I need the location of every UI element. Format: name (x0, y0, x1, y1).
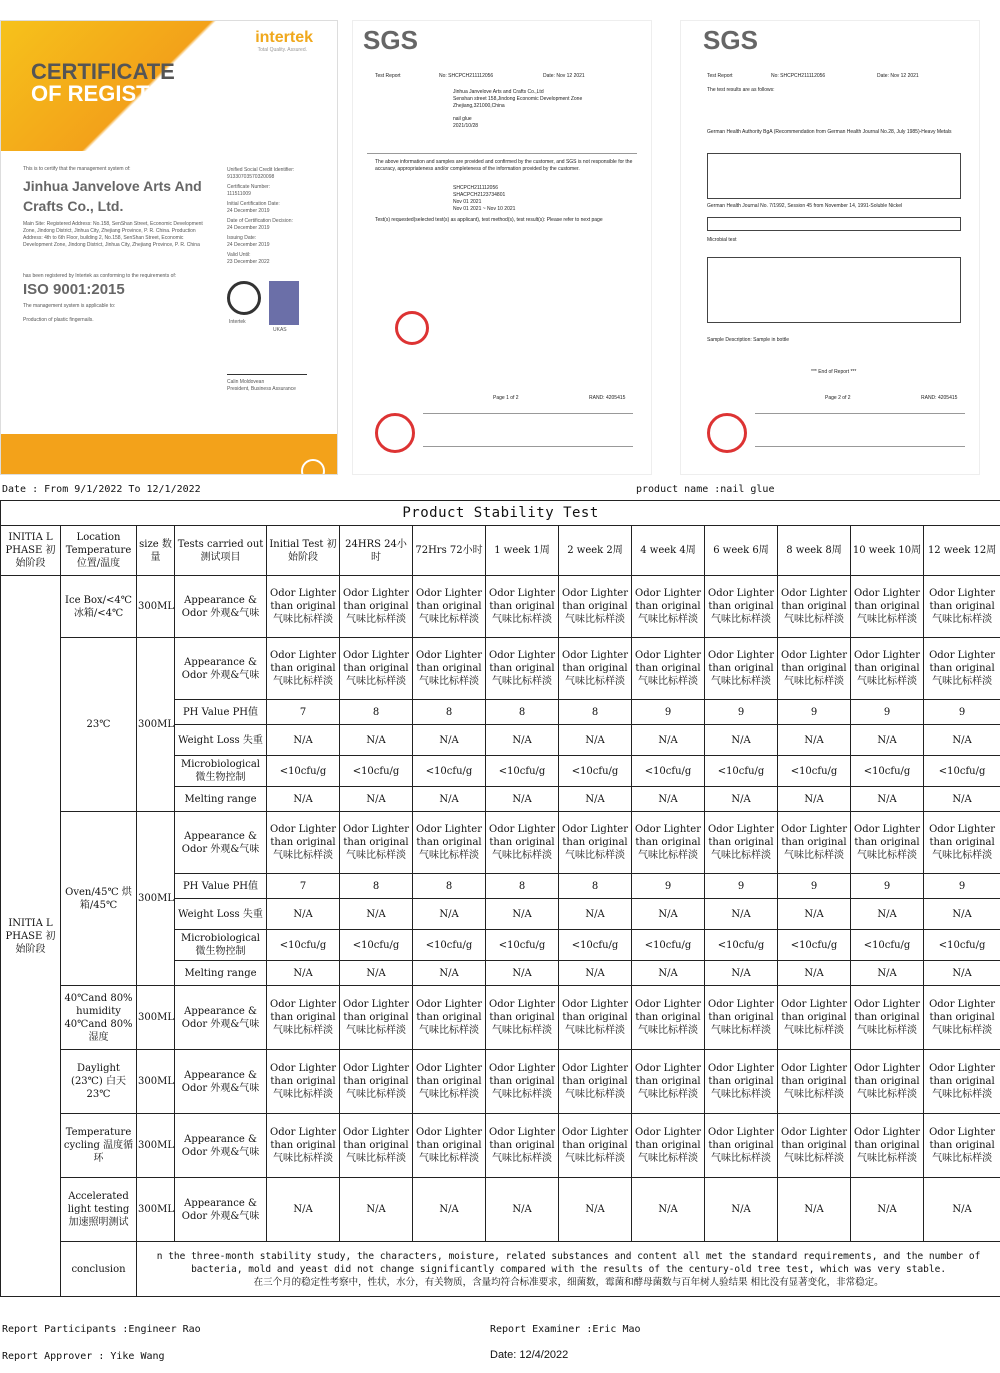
sgs2-end: *** End of Report *** (811, 369, 857, 375)
na-cell: N/A (632, 899, 705, 930)
sgs2-results-intro: The test results are as follows: (707, 87, 775, 93)
na-cell: N/A (778, 899, 851, 930)
certificate-company: Jinhua Janvelove Arts And Crafts Co., Ltd. (23, 178, 202, 214)
na-cell: N/A (851, 1178, 924, 1242)
location-label: 23℃ (61, 638, 137, 812)
result-cell: Odor Lighter than original 气味比标样淡 (924, 1050, 1000, 1114)
na-cell: N/A (924, 961, 1000, 986)
sgs1-receipt-date: Nov 01 2021 (453, 199, 482, 205)
certificate-footer-band (1, 434, 338, 474)
result-cell: Odor Lighter than original 气味比标样淡 (340, 576, 413, 638)
na-cell: N/A (778, 961, 851, 986)
na-cell: N/A (413, 899, 486, 930)
certificate-standard: ISO 9001:2015 (23, 281, 125, 298)
result-cell: Odor Lighter than original 气味比标样淡 (267, 986, 340, 1050)
result-cell: Odor Lighter than original 气味比标样淡 (340, 986, 413, 1050)
na-cell: N/A (778, 1178, 851, 1242)
intertek-tagline: Total Quality. Assured. (257, 47, 307, 53)
ph-value-cell: 8 (486, 874, 559, 899)
sgs2-micro-table (707, 257, 961, 323)
micro-result-cell: <10cfu/g (632, 930, 705, 961)
result-cell: Odor Lighter than original 气味比标样淡 (705, 576, 778, 638)
sgs2-sample-description: Sample Description: Sample in bottle (707, 337, 789, 343)
na-cell: N/A (413, 787, 486, 812)
location-label: Ice Box/<4℃ 冰箱/<4℃ (61, 576, 137, 638)
na-cell: N/A (851, 961, 924, 986)
micro-result-cell: <10cfu/g (413, 756, 486, 787)
test-name: Melting range (175, 787, 267, 812)
ukas-mark-label: UKAS (273, 327, 287, 333)
micro-result-cell: <10cfu/g (705, 756, 778, 787)
certificate-of-registration (0, 20, 338, 475)
sgs1-job-no: SHCPCH211112056 (453, 185, 499, 191)
initial-date: 24 December 2019 (227, 208, 270, 214)
cert-number: 111511009 (227, 191, 251, 197)
date-range: Date : From 9/1/2022 To 12/1/2022 (2, 484, 201, 495)
na-cell: N/A (851, 899, 924, 930)
test-name: Appearance & Odor 外观&气味 (175, 812, 267, 874)
na-cell: N/A (267, 961, 340, 986)
result-cell: Odor Lighter than original 气味比标样淡 (267, 638, 340, 700)
sgs2-nickel-title: German Health Journal No. 7/1992, Session 45 from November 14, 1991-Soluble Nickel (707, 203, 903, 209)
na-cell: N/A (632, 787, 705, 812)
result-cell: Odor Lighter than original 气味比标样淡 (851, 812, 924, 874)
na-cell: N/A (340, 899, 413, 930)
result-cell: Odor Lighter than original 气味比标样淡 (559, 576, 632, 638)
ph-value-cell: 8 (559, 700, 632, 725)
header-period: 12 week 12周 (924, 526, 1000, 576)
sgs-report-page-2 (680, 20, 980, 475)
decision-date: 24 December 2019 (227, 225, 270, 231)
na-cell: N/A (413, 725, 486, 756)
sgs2-rand: RAND: 4205415 (921, 395, 958, 401)
na-cell: N/A (486, 899, 559, 930)
test-name: Appearance & Odor 外观&气味 (175, 638, 267, 700)
result-cell: Odor Lighter than original 气味比标样淡 (559, 638, 632, 700)
valid-date: 23 December 2022 (227, 259, 270, 265)
na-cell: N/A (924, 899, 1000, 930)
na-cell: N/A (413, 961, 486, 986)
na-cell: N/A (267, 725, 340, 756)
na-cell: N/A (851, 725, 924, 756)
result-cell: Odor Lighter than original 气味比标样淡 (486, 812, 559, 874)
location-label: Daylight (23℃) 白天23℃ (61, 1050, 137, 1114)
micro-result-cell: <10cfu/g (486, 930, 559, 961)
micro-result-cell: <10cfu/g (924, 756, 1000, 787)
test-name: Appearance & Odor 外观&气味 (175, 576, 267, 638)
sgs2-footer-seal-icon (707, 413, 747, 453)
size-value: 300ML (137, 812, 175, 986)
result-cell: Odor Lighter than original 气味比标样淡 (413, 986, 486, 1050)
result-cell: Odor Lighter than original 气味比标样淡 (413, 1114, 486, 1178)
test-name: Weight Loss 失重 (175, 899, 267, 930)
na-cell: N/A (705, 961, 778, 986)
ph-value-cell: 9 (705, 700, 778, 725)
na-cell: N/A (413, 1178, 486, 1242)
test-name: Appearance & Odor 外观&气味 (175, 1050, 267, 1114)
sgs1-client-address: Senshan street 158,Jindong Economic Development Zone Zhejiang,321000,China (453, 96, 583, 109)
size-value: 300ML (137, 1178, 175, 1242)
sgs2-report-no: No: SHCPCH211112056 (771, 73, 826, 79)
result-cell: Odor Lighter than original 气味比标样淡 (705, 1050, 778, 1114)
result-cell: Odor Lighter than original 气味比标样淡 (267, 576, 340, 638)
result-cell: Odor Lighter than original 气味比标样淡 (413, 812, 486, 874)
sgs-red-seal-icon (395, 311, 429, 345)
result-cell: Odor Lighter than original 气味比标样淡 (340, 1050, 413, 1114)
sgs2-date: Date: Nov 12 2021 (877, 73, 919, 79)
signer-title: President, Business Assurance (227, 386, 296, 392)
micro-result-cell: <10cfu/g (559, 930, 632, 961)
header-phase: INITIA L PHASE 初始阶段 (1, 526, 61, 576)
na-cell: N/A (340, 787, 413, 812)
na-cell: N/A (486, 787, 559, 812)
header-period: 8 week 8周 (778, 526, 851, 576)
sgs1-date: Date: Nov 12 2021 (543, 73, 585, 79)
ph-value-cell: 9 (924, 874, 1000, 899)
sgs-logo: SGS (363, 25, 418, 55)
size-value: 300ML (137, 1114, 175, 1178)
sgs2-heavy-metals-title: German Health Authority BgA (Recommendation from German Health Journal No.28, July 1985)-Heavy Metals (707, 129, 952, 135)
sgs1-tests-requested: Test(s) requested(selected test(s) as applicant), test method(s), test result(s): Please refer to next page (375, 217, 603, 223)
header-location: Location Temperature 位置/温度 (61, 526, 137, 576)
sgs-footer-seal-icon (375, 413, 415, 453)
ph-value-cell: 9 (851, 700, 924, 725)
signature (227, 355, 307, 375)
na-cell: N/A (559, 725, 632, 756)
na-cell: N/A (340, 1178, 413, 1242)
test-name: Microbiological 微生物控制 (175, 930, 267, 961)
location-label: 40℃and 80% humidity 40℃and 80% 湿度 (61, 986, 137, 1050)
sgs2-test-report-label: Test Report (707, 73, 733, 79)
certificate-scope-label: The management system is applicable to: (23, 303, 116, 309)
na-cell: N/A (705, 899, 778, 930)
na-cell: N/A (632, 1178, 705, 1242)
sgs1-testing-period: Nov 01 2021 ~ Nov 10 2021 (453, 206, 516, 212)
na-cell: N/A (559, 1178, 632, 1242)
size-value: 300ML (137, 638, 175, 812)
na-cell: N/A (267, 787, 340, 812)
ph-value-cell: 9 (705, 874, 778, 899)
report-approver: Report Approver : Yike Wang (2, 1351, 165, 1362)
test-name: PH Value PH值 (175, 700, 267, 725)
result-cell: Odor Lighter than original 气味比标样淡 (851, 576, 924, 638)
header-period: 6 week 6周 (705, 526, 778, 576)
result-cell: Odor Lighter than original 气味比标样淡 (486, 1050, 559, 1114)
conclusion-text (137, 1242, 1000, 1297)
na-cell: N/A (632, 961, 705, 986)
result-cell: Odor Lighter than original 气味比标样淡 (267, 1050, 340, 1114)
result-cell: Odor Lighter than original 气味比标样淡 (559, 1050, 632, 1114)
na-cell: N/A (486, 1178, 559, 1242)
result-cell: Odor Lighter than original 气味比标样淡 (778, 1114, 851, 1178)
result-cell: Odor Lighter than original 气味比标样淡 (559, 986, 632, 1050)
header-period: 10 week 10周 (851, 526, 924, 576)
micro-result-cell: <10cfu/g (486, 756, 559, 787)
report-participants: Report Participants :Engineer Rao (2, 1324, 201, 1335)
micro-result-cell: <10cfu/g (705, 930, 778, 961)
na-cell: N/A (924, 787, 1000, 812)
test-name: Appearance & Odor 外观&气味 (175, 986, 267, 1050)
na-cell: N/A (778, 725, 851, 756)
conclusion-english: n the three-month stability study, the characters, moisture, related substances and content all met the standard requirements, and the number of bacteria, mold and yeast did not change significantly compared with the results of the century-old tree test, which was very stable. (156, 1250, 981, 1275)
result-cell: Odor Lighter than original 气味比标样淡 (705, 986, 778, 1050)
table-title: Product Stability Test (1, 501, 1000, 526)
report-date: Date: 12/4/2022 (490, 1349, 569, 1361)
document-images (0, 0, 1000, 478)
na-cell: N/A (267, 1178, 340, 1242)
result-cell: Odor Lighter than original 气味比标样淡 (413, 1050, 486, 1114)
result-cell: Odor Lighter than original 气味比标样淡 (340, 812, 413, 874)
result-cell: Odor Lighter than original 气味比标样淡 (413, 576, 486, 638)
result-cell: Odor Lighter than original 气味比标样淡 (924, 576, 1000, 638)
result-cell: Odor Lighter than original 气味比标样淡 (486, 1114, 559, 1178)
sgs2-nickel-table (707, 217, 961, 231)
na-cell: N/A (924, 725, 1000, 756)
micro-result-cell: <10cfu/g (340, 930, 413, 961)
micro-result-cell: <10cfu/g (778, 756, 851, 787)
result-cell: Odor Lighter than original 气味比标样淡 (924, 1114, 1000, 1178)
result-cell: Odor Lighter than original 气味比标样淡 (340, 1114, 413, 1178)
header-tests: Tests carried out 测试项目 (175, 526, 267, 576)
result-cell: Odor Lighter than original 气味比标样淡 (559, 812, 632, 874)
micro-result-cell: <10cfu/g (267, 756, 340, 787)
header-period: 4 week 4周 (632, 526, 705, 576)
na-cell: N/A (851, 787, 924, 812)
certificate-address: Main Site: Registered Address: No.158, SenShan Street, Economic Development Zone, Jindong District, Jinhua City, Zhejiang Province, P. R. China. Production Address: 4th to 6th Floor, building 2, No.158, SenShan Street, Economic Development Zone, Jindong District, Jinhua City, Zhejiang Province, P. R. China (23, 221, 203, 248)
ph-value-cell: 9 (632, 700, 705, 725)
header-period: 2 week 2周 (559, 526, 632, 576)
result-cell: Odor Lighter than original 气味比标样淡 (705, 638, 778, 700)
na-cell: N/A (559, 899, 632, 930)
test-name: Microbiological 微生物控制 (175, 756, 267, 787)
phase-label: INITIA L PHASE 初始阶段 (1, 576, 61, 1297)
sgs1-test-report-label: Test Report (375, 73, 401, 79)
result-cell: Odor Lighter than original 气味比标样淡 (851, 1114, 924, 1178)
result-cell: Odor Lighter than original 气味比标样淡 (851, 638, 924, 700)
na-cell: N/A (632, 725, 705, 756)
na-cell: N/A (924, 1178, 1000, 1242)
na-cell: N/A (486, 725, 559, 756)
micro-result-cell: <10cfu/g (778, 930, 851, 961)
report-examiner: Report Examiner :Eric Mao (490, 1324, 641, 1335)
na-cell: N/A (559, 961, 632, 986)
result-cell: Odor Lighter than original 气味比标样淡 (632, 1114, 705, 1178)
sgs-report-page-1 (352, 20, 652, 475)
result-cell: Odor Lighter than original 气味比标样淡 (778, 638, 851, 700)
na-cell: N/A (705, 725, 778, 756)
ph-value-cell: 9 (778, 874, 851, 899)
size-value: 300ML (137, 986, 175, 1050)
sgs1-disclaimer: The above information and samples are provided and confirmed by the customer, and SGS is not responsible for the accuracy, appropriateness and/or completeness of the information provided by the customer. (375, 159, 633, 172)
ph-value-cell: 8 (340, 874, 413, 899)
result-cell: Odor Lighter than original 气味比标样淡 (778, 576, 851, 638)
ph-value-cell: 8 (340, 700, 413, 725)
result-cell: Odor Lighter than original 气味比标样淡 (924, 812, 1000, 874)
result-cell: Odor Lighter than original 气味比标样淡 (632, 812, 705, 874)
header-period: 72Hrs 72小时 (413, 526, 486, 576)
header-period: 24HRS 24小时 (340, 526, 413, 576)
initial-date-label: Initial Certification Date: (227, 201, 280, 207)
test-name: PH Value PH值 (175, 874, 267, 899)
result-cell: Odor Lighter than original 气味比标样淡 (486, 576, 559, 638)
micro-result-cell: <10cfu/g (851, 756, 924, 787)
test-name: Appearance & Odor 外观&气味 (175, 1114, 267, 1178)
intertek-logo: intertek (255, 29, 313, 46)
sgs1-sample-name: nail glue (453, 116, 472, 122)
certificate-heading: CERTIFICATE (31, 59, 175, 84)
cert-number-label: Certificate Number: (227, 184, 271, 190)
sgs2-page: Page 2 of 2 (825, 395, 851, 401)
result-cell: Odor Lighter than original 气味比标样淡 (413, 638, 486, 700)
na-cell: N/A (486, 961, 559, 986)
result-cell: Odor Lighter than original 气味比标样淡 (705, 1114, 778, 1178)
product-name: product name :nail glue (636, 484, 775, 495)
result-cell: Odor Lighter than original 气味比标样淡 (632, 1050, 705, 1114)
header-period: Initial Test 初始阶段 (267, 526, 340, 576)
ph-value-cell: 8 (413, 700, 486, 725)
micro-result-cell: <10cfu/g (340, 756, 413, 787)
result-cell: Odor Lighter than original 气味比标样淡 (267, 1114, 340, 1178)
valid-label: Valid Until: (227, 252, 251, 258)
sgs-logo-2: SGS (703, 25, 758, 55)
na-cell: N/A (267, 899, 340, 930)
result-cell: Odor Lighter than original 气味比标样淡 (778, 1050, 851, 1114)
result-cell: Odor Lighter than original 气味比标样淡 (267, 812, 340, 874)
credit-code-label: Unified Social Credit Identifier: (227, 167, 295, 173)
sgs2-heavy-metals-table (707, 153, 961, 199)
result-cell: Odor Lighter than original 气味比标样淡 (924, 638, 1000, 700)
sgs1-reference-no: SHACPCH2123734801 (453, 192, 506, 198)
conclusion-chinese: 在三个月的稳定性考察中，性状，水分，有关物质，含量均符合标准要求，细菌数，霉菌和酵母菌数与百年树人验结果 相比没有显著变化，非常稳定。 (253, 1276, 884, 1288)
header-period: 1 week 1周 (486, 526, 559, 576)
ph-value-cell: 9 (632, 874, 705, 899)
sgs1-report-no: No: SHCPCH211112056 (439, 73, 494, 79)
globe-mark-icon (227, 281, 261, 315)
result-cell: Odor Lighter than original 气味比标样淡 (705, 812, 778, 874)
test-name: Appearance & Odor 外观&气味 (175, 1178, 267, 1242)
result-cell: Odor Lighter than original 气味比标样淡 (340, 638, 413, 700)
ph-value-cell: 9 (851, 874, 924, 899)
result-cell: Odor Lighter than original 气味比标样淡 (924, 986, 1000, 1050)
location-label: Oven/45℃ 烘箱/45℃ (61, 812, 137, 986)
ph-value-cell: 9 (924, 700, 1000, 725)
micro-result-cell: <10cfu/g (559, 756, 632, 787)
na-cell: N/A (340, 725, 413, 756)
sgs1-rand: RAND: 4205415 (589, 395, 626, 401)
test-name: Melting range (175, 961, 267, 986)
result-cell: Odor Lighter than original 气味比标样淡 (851, 986, 924, 1050)
ph-value-cell: 9 (778, 700, 851, 725)
issuing-date: 24 December 2019 (227, 242, 270, 248)
sgs1-page: Page 1 of 2 (493, 395, 519, 401)
credit-code: 91330703570320098 (227, 174, 275, 180)
size-value: 300ML (137, 576, 175, 638)
na-cell: N/A (705, 787, 778, 812)
header-size: size 数量 (137, 526, 175, 576)
na-cell: N/A (778, 787, 851, 812)
na-cell: N/A (340, 961, 413, 986)
intertek-mark-label: Intertek (229, 319, 246, 325)
size-value: 300ML (137, 1050, 175, 1114)
ph-value-cell: 8 (486, 700, 559, 725)
result-cell: Odor Lighter than original 气味比标样淡 (486, 638, 559, 700)
location-label: Accelerated light testing 加速照明测试 (61, 1178, 137, 1242)
result-cell: Odor Lighter than original 气味比标样淡 (559, 1114, 632, 1178)
certificate-registered-line: has been registered by Intertek as conforming to the requirements of: (23, 273, 177, 279)
location-label: Temperature cycling 温度循环 (61, 1114, 137, 1178)
result-cell: Odor Lighter than original 气味比标样淡 (778, 986, 851, 1050)
micro-result-cell: <10cfu/g (851, 930, 924, 961)
result-cell: Odor Lighter than original 气味比标样淡 (632, 638, 705, 700)
decision-label: Date of Certification Decision: (227, 218, 293, 224)
ph-value-cell: 7 (267, 700, 340, 725)
test-name: Weight Loss 失重 (175, 725, 267, 756)
na-cell: N/A (559, 787, 632, 812)
result-cell: Odor Lighter than original 气味比标样淡 (632, 986, 705, 1050)
sgs2-micro-title: Microbial test (707, 237, 737, 243)
ukas-mark-icon (269, 281, 299, 325)
stability-test-table (0, 500, 1000, 1297)
certificate-intro: This is to certify that the management system of: (23, 166, 131, 172)
result-cell: Odor Lighter than original 气味比标样淡 (851, 1050, 924, 1114)
micro-result-cell: <10cfu/g (632, 756, 705, 787)
certificate-scope: Production of plastic fingernails. (23, 317, 94, 323)
ph-value-cell: 7 (267, 874, 340, 899)
issuing-label: Issuing Date: (227, 235, 257, 241)
ph-value-cell: 8 (413, 874, 486, 899)
certificate-subheading: OF REGISTRATION (31, 81, 233, 106)
result-cell: Odor Lighter than original 气味比标样淡 (632, 576, 705, 638)
micro-result-cell: <10cfu/g (924, 930, 1000, 961)
sgs1-manufacture-date: 2021/10/28 (453, 123, 479, 129)
na-cell: N/A (705, 1178, 778, 1242)
signer-name: Calin Moldovean (227, 379, 265, 385)
micro-result-cell: <10cfu/g (267, 930, 340, 961)
result-cell: Odor Lighter than original 气味比标样淡 (778, 812, 851, 874)
ph-value-cell: 8 (559, 874, 632, 899)
result-cell: Odor Lighter than original 气味比标样淡 (486, 986, 559, 1050)
sgs1-client-name: Jinhua Janvelove Arts and Crafts Co.,Ltd (453, 89, 544, 95)
conclusion-label: conclusion (61, 1242, 137, 1297)
micro-result-cell: <10cfu/g (413, 930, 486, 961)
